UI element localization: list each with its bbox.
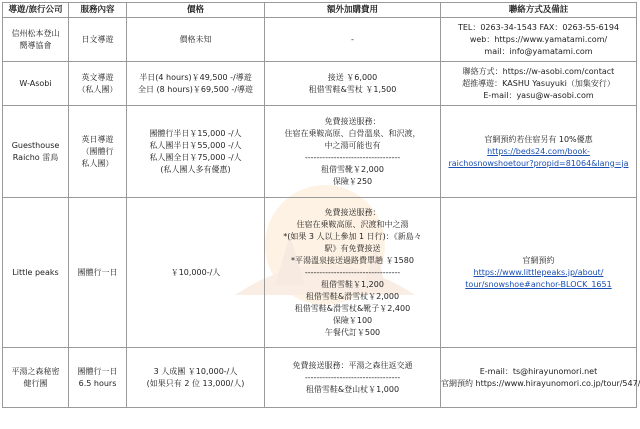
cell-company bbox=[3, 198, 69, 348]
cell-price bbox=[127, 18, 265, 62]
service-line: 英文導遊 bbox=[81, 72, 114, 82]
extra-line: 中之湯可能也有 bbox=[324, 140, 381, 150]
service-line: 日文導遊 bbox=[81, 34, 114, 44]
contact-line: 超推導遊：KASHU Yasuyuki（加集安行） bbox=[462, 78, 615, 88]
contact-line: 官網預約 bbox=[522, 255, 555, 265]
price-line: 3 人成團 ￥10,000-/人 bbox=[153, 366, 238, 376]
cell-price bbox=[127, 348, 265, 408]
cell-service bbox=[69, 106, 127, 198]
cell-price bbox=[127, 106, 265, 198]
service-line: （私人團） bbox=[77, 84, 118, 94]
extra-line: 租借雪鞋￥1,200 bbox=[321, 279, 384, 289]
extra-line: *(如果 3 人以上參加 1 日行)：《新島々 bbox=[283, 231, 422, 241]
price-line: (私人團人多有優惠) bbox=[160, 164, 231, 174]
table-row bbox=[3, 62, 637, 106]
cell-company bbox=[3, 18, 69, 62]
table-row bbox=[3, 106, 637, 198]
cell-extra bbox=[265, 198, 441, 348]
extra-line: 住宿在乗鞍高原、沢渡和中之湯 bbox=[296, 219, 409, 229]
cell-contact bbox=[441, 198, 637, 348]
company-line: 嚮導協會 bbox=[19, 40, 52, 50]
cell-extra bbox=[265, 62, 441, 106]
cell-contact bbox=[441, 348, 640, 408]
price-line: 價格未知 bbox=[179, 34, 212, 44]
header-row bbox=[3, 3, 637, 18]
service-line: 6.5 hours bbox=[78, 378, 117, 388]
extra-line: 保險￥250 bbox=[332, 176, 373, 186]
extra-line: 租借雪鞋&滑雪杖￥2,000 bbox=[305, 291, 400, 301]
contact-link[interactable]: raichosnowshoetour?propid=81064&lang=ja bbox=[448, 158, 629, 168]
price-line: 團體行半日￥15,000 -/人 bbox=[149, 128, 242, 138]
contact-link[interactable]: tour/snowshoe#anchor-BLOCK_1651 bbox=[465, 279, 612, 289]
contact-line: 官網預約 https://www.hirayunomori.co.jp/tour/547/ bbox=[441, 378, 640, 388]
extra-line: --------------------------------- bbox=[304, 267, 401, 277]
table-row bbox=[3, 348, 637, 408]
price-line: 全日 (8 hours)￥69,500 -/導遊 bbox=[137, 84, 254, 94]
company-line: 信州松本登山 bbox=[11, 28, 60, 38]
extra-line: 租借雪鞋&滑雪杖&靴子￥2,400 bbox=[294, 303, 411, 313]
contact-line: E-mail：yasu@w-asobi.com bbox=[483, 90, 594, 100]
contact-line: TEL：0263-34-1543 FAX：0263-55-6194 bbox=[457, 22, 620, 32]
header-service: 服務內容 bbox=[69, 3, 127, 18]
service-line: （團體行 bbox=[81, 146, 114, 156]
extra-line: 保險￥100 bbox=[332, 315, 373, 325]
cell-contact bbox=[441, 106, 637, 198]
extra-line: 免費接送服務： bbox=[324, 116, 381, 126]
header-contact: 聯絡方式及備註 bbox=[441, 3, 637, 18]
header-extra-fees: 額外加購費用 bbox=[265, 3, 441, 18]
cell-company bbox=[3, 62, 69, 106]
service-line: 私人團） bbox=[81, 158, 114, 168]
extra-line: --------------------------------- bbox=[304, 372, 401, 382]
cell-service bbox=[69, 198, 127, 348]
table-row bbox=[3, 18, 637, 62]
cell-service bbox=[69, 18, 127, 62]
cell-company bbox=[3, 106, 69, 198]
extra-line: 住宿在乗鞍高原、白骨溫泉、和沢渡， bbox=[284, 128, 421, 138]
cell-extra bbox=[265, 106, 441, 198]
cell-price bbox=[127, 198, 265, 348]
extra-line: - bbox=[351, 34, 354, 44]
cell-contact bbox=[441, 18, 637, 62]
contact-link[interactable]: https://www.littlepeaks.jp/about/ bbox=[473, 267, 604, 277]
price-line: (如果只有 2 位 13,000/人) bbox=[146, 378, 245, 388]
extra-line: 接送 ￥6,000 bbox=[327, 72, 378, 82]
extra-line: *平湯溫泉接送過路費單趟 ￥1580 bbox=[291, 255, 414, 265]
extra-line: --------------------------------- bbox=[304, 152, 401, 162]
price-line: ￥10,000-/人 bbox=[170, 267, 221, 277]
contact-link[interactable]: https://beds24.com/book- bbox=[487, 146, 590, 156]
company-line: 平湯之森秘密 bbox=[11, 366, 60, 376]
cell-contact bbox=[441, 62, 637, 106]
company-line: Raicho 雷鳥 bbox=[12, 152, 59, 162]
contact-line: mail：info@yamatami.com bbox=[484, 46, 593, 56]
cell-price bbox=[127, 62, 265, 106]
price-line: 半日(4 hours)￥49,500 -/導遊 bbox=[139, 72, 252, 82]
extra-line: 租借雪鞋&登山杖￥1,000 bbox=[305, 384, 400, 394]
cell-service bbox=[69, 62, 127, 106]
company-line: 健行團 bbox=[23, 378, 48, 388]
contact-line: 官網預約若住宿另有 10%優惠 bbox=[484, 134, 593, 144]
header-company: 導遊/旅行公司 bbox=[3, 3, 69, 18]
service-line: 英日導遊 bbox=[81, 134, 114, 144]
guide-comparison-table bbox=[2, 2, 640, 408]
service-line: 團體行一日 bbox=[77, 267, 118, 277]
company-line: Guesthouse bbox=[11, 140, 60, 150]
extra-line: 午餐代訂￥500 bbox=[324, 327, 381, 337]
extra-line: 駅》有免費接送 bbox=[324, 243, 381, 253]
cell-company bbox=[3, 348, 69, 408]
extra-line: 租借雪鞋&雪杖 ￥1,500 bbox=[308, 84, 397, 94]
cell-service bbox=[69, 348, 127, 408]
service-line: 團體行一日 bbox=[77, 366, 118, 376]
contact-line: E-mail：ts@hirayunomori.net bbox=[479, 366, 598, 376]
cell-extra bbox=[265, 348, 441, 408]
price-line: 私人團全日￥75,000 -/人 bbox=[149, 152, 242, 162]
table-row bbox=[3, 198, 637, 348]
extra-line: 租借雪靴￥2,000 bbox=[321, 164, 384, 174]
contact-line: 聯絡方式：https://w-asobi.com/contact bbox=[462, 66, 615, 76]
price-line: 私人團半日￥55,000 -/人 bbox=[149, 140, 242, 150]
extra-line: 免費接送服務： bbox=[324, 207, 381, 217]
company-line: Little peaks bbox=[12, 267, 59, 277]
cell-extra bbox=[265, 18, 441, 62]
company-line: W-Asobi bbox=[19, 78, 52, 88]
contact-line: web：https://www.yamatami.com/ bbox=[469, 34, 608, 44]
extra-line: 免費接送服務：平湯之森往返交通 bbox=[292, 360, 413, 370]
header-price: 價格 bbox=[127, 3, 265, 18]
